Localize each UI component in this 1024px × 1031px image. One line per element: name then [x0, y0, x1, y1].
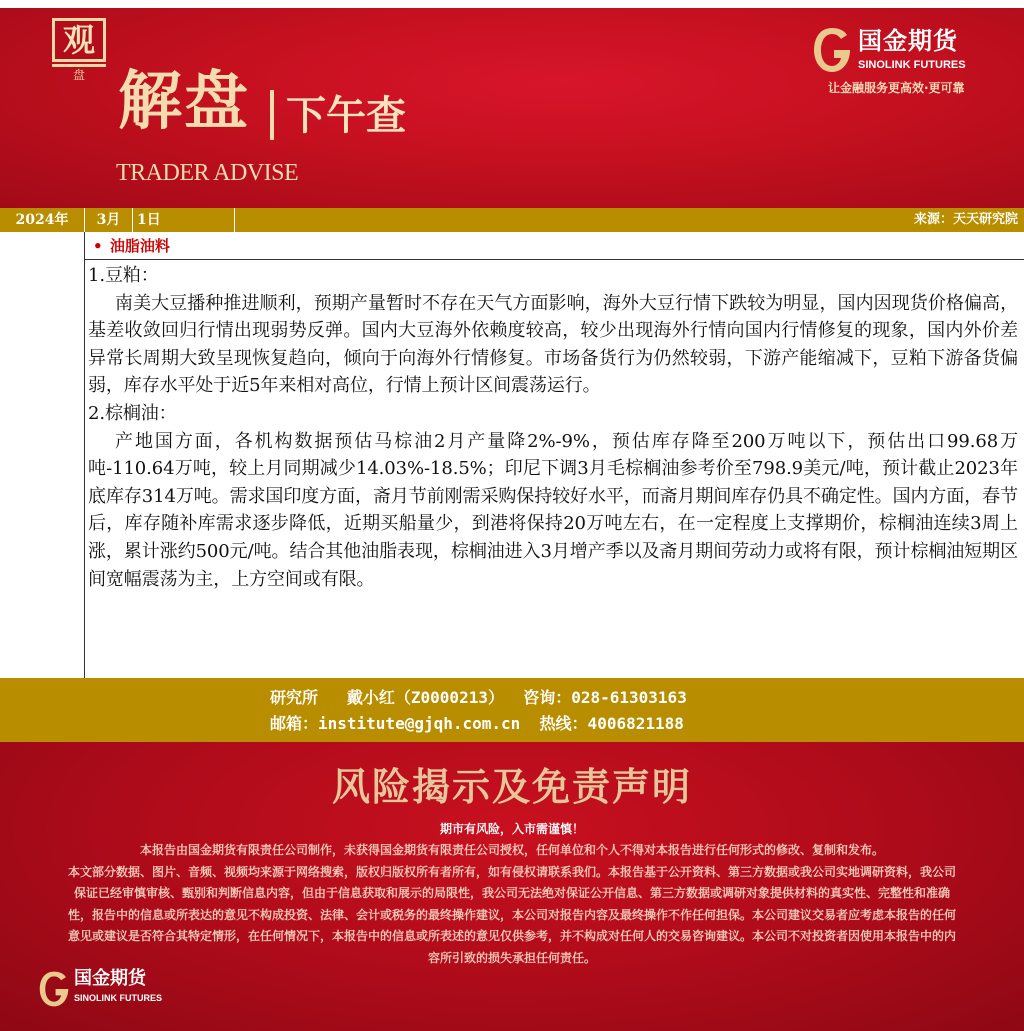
item-heading-soymeal: 1.豆粕： — [88, 265, 159, 286]
section-heading — [85, 232, 1024, 260]
title-divider — [270, 90, 274, 140]
header-banner — [0, 0, 1024, 208]
report-title: 解盘 — [118, 64, 250, 139]
disclaimer-title: 风险揭示及免责声明 — [331, 764, 692, 809]
contact-bar — [0, 678, 1024, 742]
date-month: 3月 — [85, 208, 133, 232]
footer-brand-name-cn: 国金期货 — [74, 968, 146, 989]
banner-top-strip — [0, 0, 1024, 8]
date-day: 1日 — [133, 208, 235, 232]
seal-logo: 观 — [52, 18, 106, 62]
footer-brand-name-en: SINOLINK FUTURES — [74, 993, 163, 1003]
disclaimer-line: 本报告由国金期货有限责任公司制作，未获得国金期货有限责任公司授权，任何单位和个人不得对本报告进行任何形式的修改、复制和发布。 — [139, 843, 884, 857]
brand-name-en: SINOLINK FUTURES — [858, 59, 966, 71]
seal-logo-sub: 盘 — [52, 64, 106, 84]
brand-logo-icon — [812, 26, 852, 74]
item-text-soymeal: 南美大豆播种推进顺利，预期产量暂时不存在天气方面影响，海外大豆行情下跌较为明显，国内因现货价格偏高，基差收敛回归行情出现弱势反弹。国内大豆海外依赖度较高，较少出现海外行情向国内行情修复的现象，国内外价差异常长周期大致呈现恢复趋向，倾向于向海外行情修复。市场备货行为仍然较弱，下游产能缩减下，豆粕下游备货偏弱，库存水平处于近5年来相对高位，行情上预计区间震荡运行。 — [88, 292, 1018, 397]
contact-line-researcher: 研究所 戴小红（Z0000213） 咨询：028-61303163 — [270, 688, 687, 707]
section-title: 油脂油料 — [109, 237, 170, 255]
report-title-en: TRADER ADVISE — [116, 160, 299, 186]
date-bar — [0, 208, 1024, 232]
section-body — [88, 262, 1018, 593]
date-year: 2024年 — [0, 208, 85, 232]
disclaimer-section — [0, 742, 1024, 1031]
item-text-palm-oil: 产地国方面，各机构数据预估马棕油2月产量降2%-9%，预估库存降至200万吨以下，预估出口99.68万吨-110.64万吨，较上月同期减少14.03%-18.5%；印尼下调3月毛棕榈油参考价至798.9美元/吨，预计截止2023年底库存314万吨。需求国印度方面，斋月节前刚需采购保持较好水平，而斋月期间库存仍具不确定性。国内方面，春节后，库存随补库需求逐步降低，近期买船量少，到港将保持20万吨左右，在一定程度上支撑期价，棕榈油连续3周上涨，累计涨约500元/吨。结合其他油脂表现，棕榈油进入3月增产季以及斋月期间劳动力或将有限，预计棕榈油短期区间宽幅震荡为主，上方空间或有限。 — [88, 430, 1018, 590]
contact-line-email: 邮箱：institute@gjqh.com.cn 热线：4006821188 — [270, 714, 684, 733]
content-left-column — [0, 232, 85, 678]
disclaimer-line: 本文部分数据、图片、音频、视频均来源于网络搜索，版权归版权所有者所有，如有侵权请联系我们。本报告基于公开资料、第三方数据或我公司实地调研资料，我公司保证已经审慎审核、甄别和判断信息内容，但由于信息获取和展示的局限性，我公司无法绝对保证公开信息、第三方数据或调研对象提供材料的真实性、完整性和准确性，报告中的信息或所表达的意见不构成投资、法律、会计或税务的最终操作建议，本公司对报告内容及最终操作不作任何担保。本公司建议交易者应考虑本报告的任何意见或建议是否符合其特定情形，在任何情况下，本报告中的信息或所表述的意见仅供参考，并不构成对任何人的交易咨询建议。本公司不对投资者因使用本报告中的内容所引致的损失承担任何责任。 — [67, 864, 956, 965]
report-subtitle: 下午查 — [286, 93, 406, 139]
disclaimer-text — [66, 840, 958, 969]
risk-warning: 期市有风险，入市需谨慎！ — [439, 822, 584, 836]
section-bullet: • — [93, 237, 103, 255]
brand-slogan: 让金融服务更高效·更可靠 — [828, 81, 965, 95]
item-heading-palm-oil: 2.棕榈油： — [88, 402, 177, 424]
source-label: 来源：天天研究院 — [913, 212, 1018, 227]
brand-name-cn: 国金期货 — [858, 27, 958, 55]
footer-brand-logo-icon — [38, 970, 70, 1008]
report-content — [0, 232, 1024, 678]
